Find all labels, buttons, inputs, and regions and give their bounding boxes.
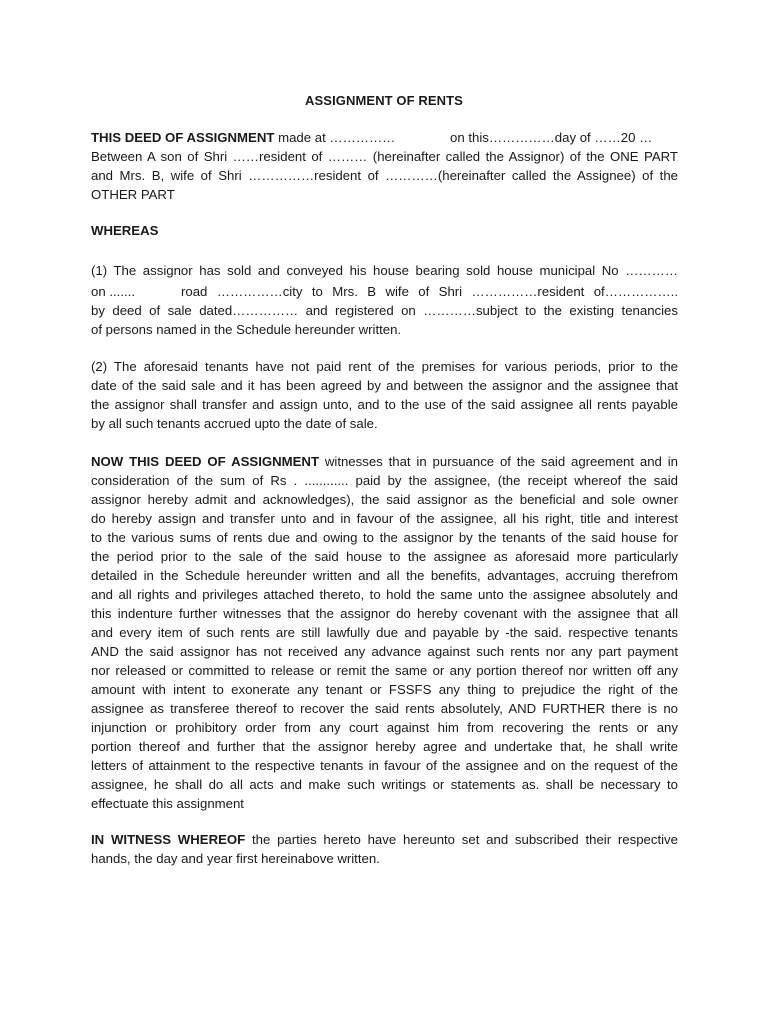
intro-line-3: and Mrs. B, wife of Shri ……………resident of …………(hereinafter called the Assignee) of the <box>91 168 678 183</box>
p3-line: AND the said assignor has not received any advance against such rents nor any part payment <box>91 644 678 659</box>
p1-line-1: (1) The assignor has sold and conveyed his house bearing sold house municipal No ………… <box>91 263 678 278</box>
p3-line: letters of attainment to the respective tenants in favour of the assignee and on the request of the <box>91 758 678 773</box>
p1-line-4: of persons named in the Schedule hereunder written. <box>91 322 402 337</box>
document-title: ASSIGNMENT OF RENTS <box>305 93 463 108</box>
p3-line-first <box>91 453 678 471</box>
p3-line: to the various sums of rents due and owing to the assignor by the tenants of the said house for <box>91 530 678 545</box>
p2-line: the assignor shall transfer and assign unto, and to the use of the said assignee all rents payable <box>91 397 678 412</box>
p4-line-2: hands, the day and year first hereinabove written. <box>91 851 380 866</box>
p3-line: do hereby assign and transfer unto and in favour of the assignee, all his right, title and interest <box>91 511 678 526</box>
p3-line: assignee, he shall do all acts and make such writings or statements as. shall be necessary to <box>91 777 678 792</box>
p2-line: by all such tenants accrued upto the date of sale. <box>91 416 378 431</box>
intro-line-4: OTHER PART <box>91 187 175 202</box>
intro-made-at: made at …………… <box>278 130 396 145</box>
p3-line: nor released or committed to release or remit the same or any portion thereof nor written off any <box>91 663 678 678</box>
p3-line: the period prior to the sale of the said house to the assignee as aforesaid more particularly <box>91 549 678 564</box>
p3-bold-heading: NOW THIS DEED OF ASSIGNMENT <box>91 454 320 469</box>
intro-line-1 <box>91 129 678 147</box>
p3-line: amount with intent to exonerate any tenant or FSSFS any thing to prejudice the right of the <box>91 682 678 697</box>
p3-line: injunction or prohibitory order from any court against him from recovering the rents or any <box>91 720 678 735</box>
p3-line-last: effectuate this assignment <box>91 796 244 811</box>
intro-line-2: Between A son of Shri ……resident of ……… (hereinafter called the Assignor) of the ONE PART <box>91 149 678 164</box>
p3-line: detailed in the Schedule hereunder written and all the benefits, advantages, accruing therefrom <box>91 568 678 583</box>
intro-day-of: on this……………day of ……20 … <box>450 130 653 145</box>
p2-line: (2) The aforesaid tenants have not paid rent of the premises for various periods, prior to the <box>91 359 678 374</box>
p3-line: assignor hereby admit and acknowledges), the said assignor as the beneficial and sole owner <box>91 492 678 507</box>
p4-line-1 <box>91 831 678 849</box>
p3-line: and all rights and privileges attached thereto, to hold the same unto the assignee absolutely and <box>91 587 678 602</box>
p1-line-2 <box>91 283 678 301</box>
p1-road: road ……………city to Mrs. B wife of Shri ……………resident of…………….. <box>181 284 678 299</box>
p3-first-rest: witnesses that in pursuance of the said agreement and in <box>324 454 678 469</box>
whereas-heading: WHEREAS <box>91 223 159 238</box>
p3-line: assignee as transferee thereof to recover the said rents absolutely, AND FURTHER there is no <box>91 701 678 716</box>
p3-line: consideration of the sum of Rs . ............ paid by the assignee, (the receipt whereof the said <box>91 473 678 488</box>
p3-line: and every item of such rents are still lawfully due and payable by -the said. respective tenants <box>91 625 678 640</box>
p4-bold-heading: IN WITNESS WHEREOF <box>91 832 246 847</box>
intro-bold-heading: THIS DEED OF ASSIGNMENT <box>91 130 275 145</box>
p1-on: on ....... <box>91 284 135 299</box>
p4-first-rest: the parties hereto have hereunto set and subscribed their respective <box>251 832 678 847</box>
p3-line: this indenture further witnesses that the assignor do hereby covenant with the assignee that all <box>91 606 678 621</box>
p2-line: date of the said sale and it has been agreed by and between the assignor and the assignee that <box>91 378 678 393</box>
p3-line: portion thereof and further that the assignor hereby agree and undertake that, he shall write <box>91 739 678 754</box>
p1-line-3: by deed of sale dated…………… and registered on …………subject to the existing tenancies <box>91 303 678 318</box>
